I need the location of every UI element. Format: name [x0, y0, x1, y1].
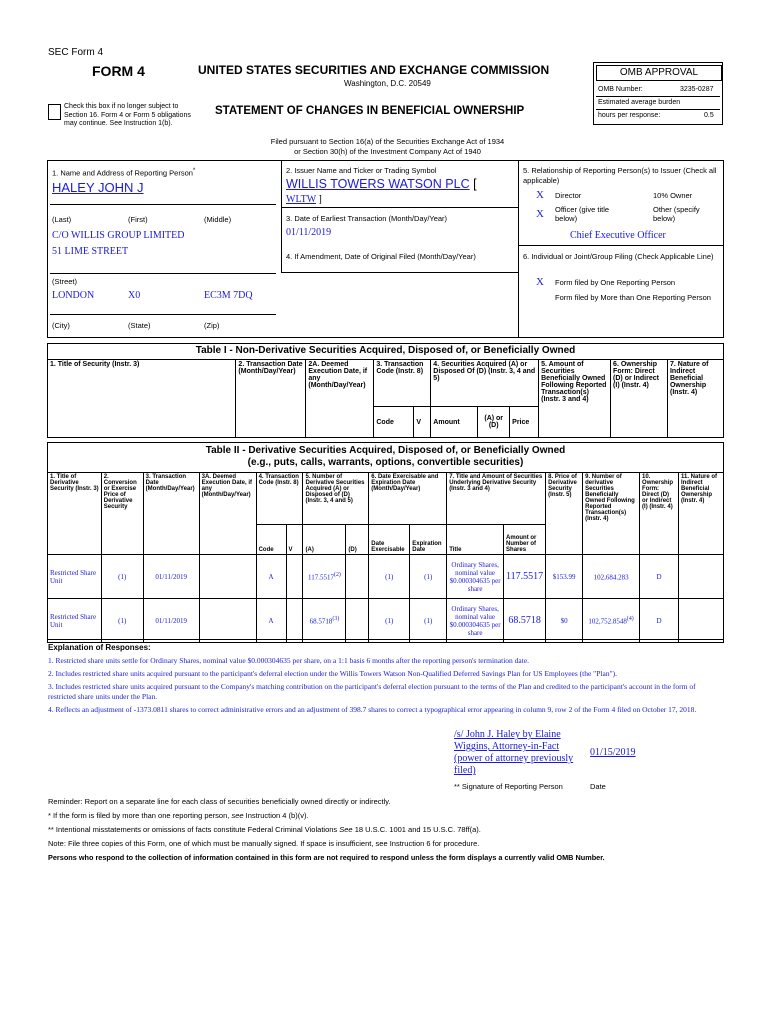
- t2-col-conversion: 2. Conversion or Exercise Price of Derivative Security: [101, 473, 143, 555]
- street-label: (Street): [52, 277, 78, 286]
- location: Washington, D.C. 20549: [344, 79, 431, 88]
- issuer-ticker: WLTW ]: [286, 194, 322, 205]
- t1-code: Code: [374, 407, 414, 438]
- t1-v: V: [414, 407, 431, 438]
- director-x[interactable]: X: [536, 189, 544, 201]
- relationship-label: 5. Relationship of Reporting Person(s) to Issuer (Check all applicable): [523, 166, 717, 185]
- explanation-notes: 1. Restricted share units settle for Ordinary Shares, nominal value $0.000304635 per share, on a 1:1 basis 6 months after the reporting person's termination date. 2. Includes restricted share units acquired pursuant to the participant's deferral election under the Willis Towers Watson Non-Qualified Deferred Savings Plan for US Employees (the "Plan"). 3. Includes restricted share units acquired pursuant to the Company's matching contribution on the participant's deferral election pursuant to the terms of the Plan and credited to the participant's account in the form of restricted share units under the Plan. 4. Reflects an adjustment of -1373.0811 shares to correct administrative errors and an adjustment of 398.7 shares to correct a typographical error appearing in column 9, row 2 of the Form 4 filed on October 17, 2018.: [48, 656, 697, 714]
- t2-col-exercisable: 6. Date Exercisable and Expiration Date (Month/Day/Year): [369, 473, 447, 525]
- other-label: Other (specify below): [653, 205, 700, 223]
- omb-number: 3235-0287: [680, 86, 714, 93]
- address-line1: C/O WILLIS GROUP LIMITED: [52, 230, 185, 241]
- middle-label: (Middle): [204, 215, 232, 224]
- state-label: (State): [128, 321, 151, 330]
- table1-title: Table I - Non-Derivative Securities Acquired, Disposed of, or Beneficially Owned: [195, 345, 576, 356]
- t2-col-nature: 11. Nature of Indirect Beneficial Ownership (Instr. 4): [678, 473, 723, 555]
- amendment-label: 4. If Amendment, Date of Original Filed (Month/Day/Year): [286, 252, 476, 261]
- zip-label: (Zip): [204, 321, 220, 330]
- table2-grid: [47, 472, 724, 643]
- t2-amt-h: Amount or Number of Shares: [504, 525, 546, 555]
- officer-x[interactable]: X: [536, 208, 544, 220]
- t2-col-title: 1. Title of Derivative Security (Instr. 3): [48, 473, 102, 555]
- more-persons-label: Form filed by More than One Reporting Person: [555, 293, 711, 302]
- filed-pursuant: Filed pursuant to Section 16(a) of the Securities Exchange Act of 1934 or Section 30(h) of the Investment Company Act of 1940: [270, 137, 505, 156]
- tenpct-label: 10% Owner: [653, 191, 693, 200]
- reminder: Reminder: Report on a separate line for each class of securities beneficially owned directly or indirectly.: [48, 797, 391, 806]
- t2-date-ex: Date Exercisable: [369, 525, 410, 555]
- t2-col-number: 5. Number of Derivative Securities Acquired (A) or Disposed of (D) (Instr. 3, 4 and 5): [303, 473, 369, 525]
- director-label: Director: [555, 191, 582, 200]
- issuer-label: 2. Issuer Name and Ticker or Trading Symbol: [286, 166, 437, 175]
- city-label: (City): [52, 321, 70, 330]
- footnote-star2: ** Intentional misstatements or omissions of facts constitute Federal Criminal Violations See 18 U.S.C. 1001 and 15 U.S.C. 78ff(a).: [48, 825, 481, 834]
- signature[interactable]: /s/ John J. Haley by Elaine Wiggins, Attorney-in-Fact (power of attorney previously filed): [454, 729, 574, 776]
- t2-code: Code: [256, 525, 286, 555]
- signature-label: ** Signature of Reporting Person: [454, 782, 563, 791]
- sec-form-label: SEC Form 4: [48, 47, 104, 58]
- reporting-person-name[interactable]: HALEY JOHN J: [52, 180, 144, 195]
- t1-price: Price: [510, 407, 539, 438]
- t2-col-code: 4. Transaction Code (Instr. 8): [256, 473, 303, 525]
- t1-col-amount-owned: 5. Amount of Securities Beneficially Owned Following Reported Transaction(s) (Instr. 3 and 4): [539, 360, 611, 438]
- zip-value: EC3M 7DQ: [204, 290, 253, 301]
- t1-amount: Amount: [431, 407, 478, 438]
- issuer-name[interactable]: WILLIS TOWERS WATSON PLC [: [286, 177, 477, 191]
- t2-a: (A): [303, 525, 346, 555]
- table2-title: Table II - Derivative Securities Acquired, Disposed of, or Beneficially Owned (e.g., puts, calls, warrants, options, convertible securities): [205, 445, 566, 468]
- date-label: 3. Date of Earliest Transaction (Month/Day/Year): [286, 214, 448, 223]
- hours-value: 0.5: [704, 112, 714, 119]
- one-person-label: Form filed by One Reporting Person: [555, 278, 676, 287]
- burden-label: Estimated average burden: [598, 99, 681, 106]
- statement-title: STATEMENT OF CHANGES IN BENEFICIAL OWNERSHIP: [215, 105, 525, 117]
- signature-date[interactable]: 01/15/2019: [590, 747, 636, 758]
- address-line2: 51 LIME STREET: [52, 246, 129, 257]
- t1-col-date: 2. Transaction Date (Month/Day/Year): [236, 360, 306, 438]
- reporting-person-label: 1. Name and Address of Reporting Person*: [52, 167, 196, 178]
- t1-col-ownership: 6. Ownership Form: Direct (D) or Indirect (I) (Instr. 4): [611, 360, 668, 438]
- t2-col-ownership: 10. Ownership Form: Direct (D) or Indirect (I) (Instr. 4): [640, 473, 679, 555]
- state-value: X0: [128, 290, 141, 301]
- table-row: Restricted Share Unit (1) 01/11/2019 A 117.5517$^{(2)}$ (1) (1) Ordinary Shares, nominal value $0.000304635 per share 117.5517 $153.99 102,684.283 D: [48, 555, 724, 599]
- table1-grid: [47, 359, 724, 438]
- checkbox-text: Check this box if no longer subject to Section 16. Form 4 or Form 5 obligations may continue. See Instruction 1(b).: [64, 103, 191, 127]
- t2-col-date: 3. Transaction Date (Month/Day/Year): [143, 473, 199, 555]
- t1-col-code: 3. Transaction Code (Instr. 8): [374, 360, 431, 407]
- t1-col-nature: 7. Nature of Indirect Beneficial Ownership (Instr. 4): [667, 360, 723, 438]
- t2-col-owned: 9. Number of derivative Securities Beneficially Owned Following Reported Transaction(s) (Instr. 4): [583, 473, 640, 555]
- officer-label: Officer (give title below): [555, 205, 610, 223]
- t1-col-title: 1. Title of Security (Instr. 3): [48, 360, 236, 438]
- earliest-date: 01/11/2019: [286, 227, 332, 238]
- first-label: (First): [128, 215, 148, 224]
- t2-title-h: Title: [447, 525, 504, 555]
- explanation-title: Explanation of Responses:: [48, 643, 151, 652]
- city-value: LONDON: [52, 290, 95, 301]
- no-longer-subject-checkbox[interactable]: [48, 104, 61, 120]
- t2-col-deemed: 3A. Deemed Execution Date, if any (Month/Day/Year): [199, 473, 256, 555]
- joint-filing-label: 6. Individual or Joint/Group Filing (Check Applicable Line): [523, 252, 714, 261]
- persons-notice: Persons who respond to the collection of information contained in this form are not required to respond unless the form displays a currently valid OMB Number.: [48, 853, 605, 862]
- last-label: (Last): [52, 215, 72, 224]
- t2-exp: Expiration Date: [410, 525, 447, 555]
- one-person-x[interactable]: X: [536, 276, 544, 288]
- t2-d: (D): [346, 525, 369, 555]
- file-note: Note: File three copies of this Form, one of which must be manually signed. If space is insufficient, see Instruction 6 for procedure.: [48, 839, 480, 848]
- form-title: FORM 4: [92, 63, 145, 79]
- t2-col-price: 8. Price of Derivative Security (Instr. 5): [546, 473, 583, 555]
- t2-col-underlying: 7. Title and Amount of Securities Underlying Derivative Security (Instr. 3 and 4): [447, 473, 546, 525]
- hours-label: hours per response:: [598, 112, 661, 119]
- table-row: Restricted Share Unit (1) 01/11/2019 A 68.5718$^{(3)}$ (1) (1) Ordinary Shares, nominal value $0.000304635 per share 68.5718 $0 102,752.8548$^{(4)}$ D: [48, 599, 724, 643]
- footnote-star1: * If the form is filed by more than one reporting person, see Instruction 4 (b)(v).: [48, 811, 309, 820]
- t1-col-deemed: 2A. Deemed Execution Date, if any (Month/Day/Year): [306, 360, 374, 438]
- officer-title: Chief Executive Officer: [570, 230, 666, 241]
- omb-number-label: OMB Number:: [598, 86, 643, 93]
- omb-title: OMB APPROVAL: [596, 65, 722, 81]
- t1-aord: (A) or (D): [478, 407, 510, 438]
- commission-title: UNITED STATES SECURITIES AND EXCHANGE COMMISSION: [198, 63, 550, 77]
- t2-v: V: [286, 525, 303, 555]
- t1-col-securities: 4. Securities Acquired (A) or Disposed Of (D) (Instr. 3, 4 and 5): [431, 360, 539, 407]
- date-label-sig: Date: [590, 782, 606, 791]
